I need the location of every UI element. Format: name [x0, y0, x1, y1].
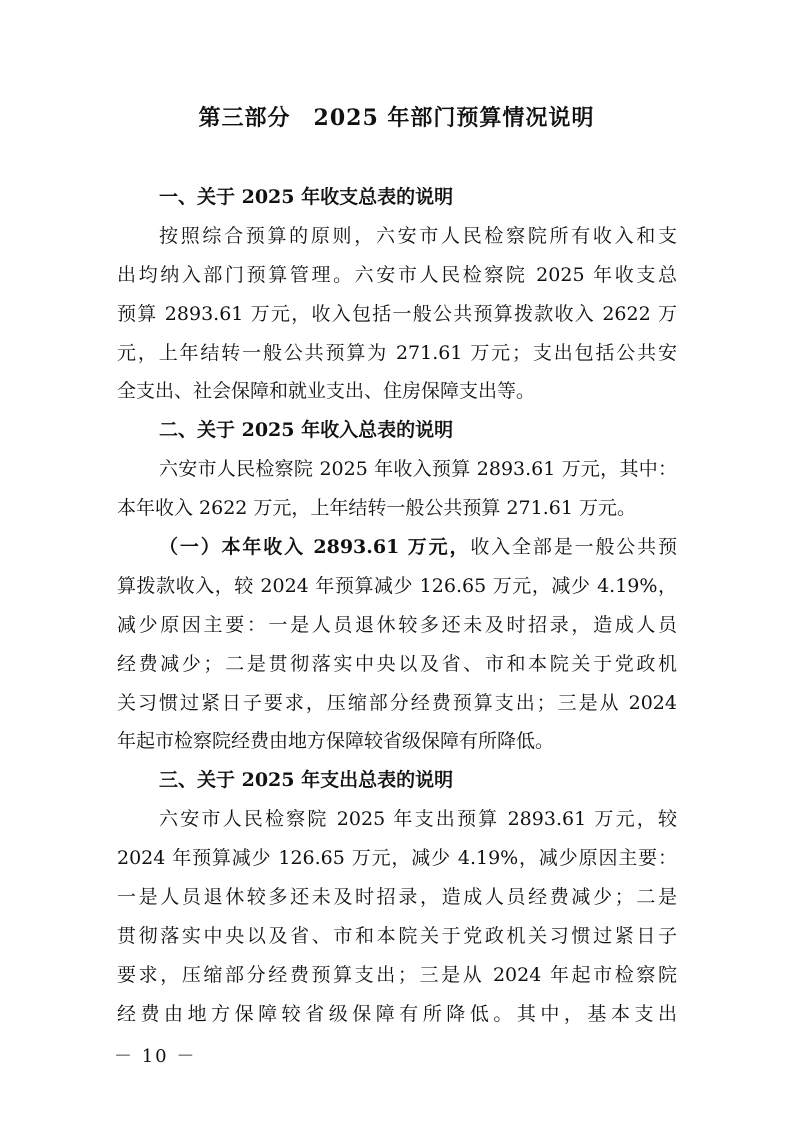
paragraph-line: 要求，压缩部分经费预算支出；三是从 2024 年起市检察院	[117, 963, 677, 986]
paragraph-line: 全支出、社会保障和就业支出、住房保障支出等。	[117, 380, 536, 403]
paragraph-line: 本年收入 2622 万元，上年结转一般公共预算 271.61 万元。	[117, 497, 636, 520]
paragraph-line: 减少原因主要：一是人员退休较多还未及时招录，造成人员	[117, 613, 677, 636]
section-heading-income-expenditure-summary: 一、关于 2025 年收支总表的说明	[159, 186, 454, 208]
subsection-one-text: 收入全部是一般公共预	[470, 536, 677, 559]
paragraph-line: 经费减少；二是贯彻落实中央以及省、市和本院关于党政机	[117, 652, 677, 675]
paragraph-line: 年起市检察院经费由地方保障较省级保障有所降低。	[117, 730, 555, 753]
paragraph-line: 出均纳入部门预算管理。六安市人民检察院 2025 年收支总	[117, 263, 677, 286]
subsection-one-label: （一）本年收入 2893.61 万元，	[159, 536, 471, 559]
paragraph-line: 贯彻落实中央以及省、市和本院关于党政机关习惯过紧日子	[117, 924, 677, 947]
paragraph-line: 六安市人民检察院 2025 年支出预算 2893.61 万元，较	[159, 808, 677, 831]
paragraph-line: 算拨款收入，较 2024 年预算减少 126.65 万元，减少 4.19%，	[117, 574, 677, 597]
paragraph-line: 一是人员退休较多还未及时招录，造成人员经费减少；二是	[117, 886, 677, 909]
paragraph-line: 预算 2893.61 万元，收入包括一般公共预算拨款收入 2622 万	[117, 302, 677, 325]
paragraph-line: 关习惯过紧日子要求，压缩部分经费预算支出；三是从 2024	[117, 691, 677, 714]
section-heading-income-summary: 二、关于 2025 年收入总表的说明	[159, 419, 454, 442]
paragraph-line-subsection-one	[117, 528, 677, 567]
page-title: 第三部分 2025 年部门预算情况说明	[198, 105, 595, 131]
section-heading-expenditure-summary: 三、关于 2025 年支出总表的说明	[159, 769, 454, 792]
paragraph-line: 六安市人民检察院 2025 年收入预算 2893.61 万元，其中：	[159, 458, 677, 481]
page-number: － 10 －	[114, 1046, 197, 1067]
document-body	[117, 178, 677, 1034]
paragraph-line: 经费由地方保障较省级保障有所降低。其中，基本支出	[117, 1002, 677, 1025]
paragraph-line: 2024 年预算减少 126.65 万元，减少 4.19%，减少原因主要：	[117, 847, 677, 870]
paragraph-line: 元，上年结转一般公共预算为 271.61 万元；支出包括公共安	[117, 341, 677, 364]
paragraph-line: 按照综合预算的原则，六安市人民检察院所有收入和支	[159, 224, 677, 247]
